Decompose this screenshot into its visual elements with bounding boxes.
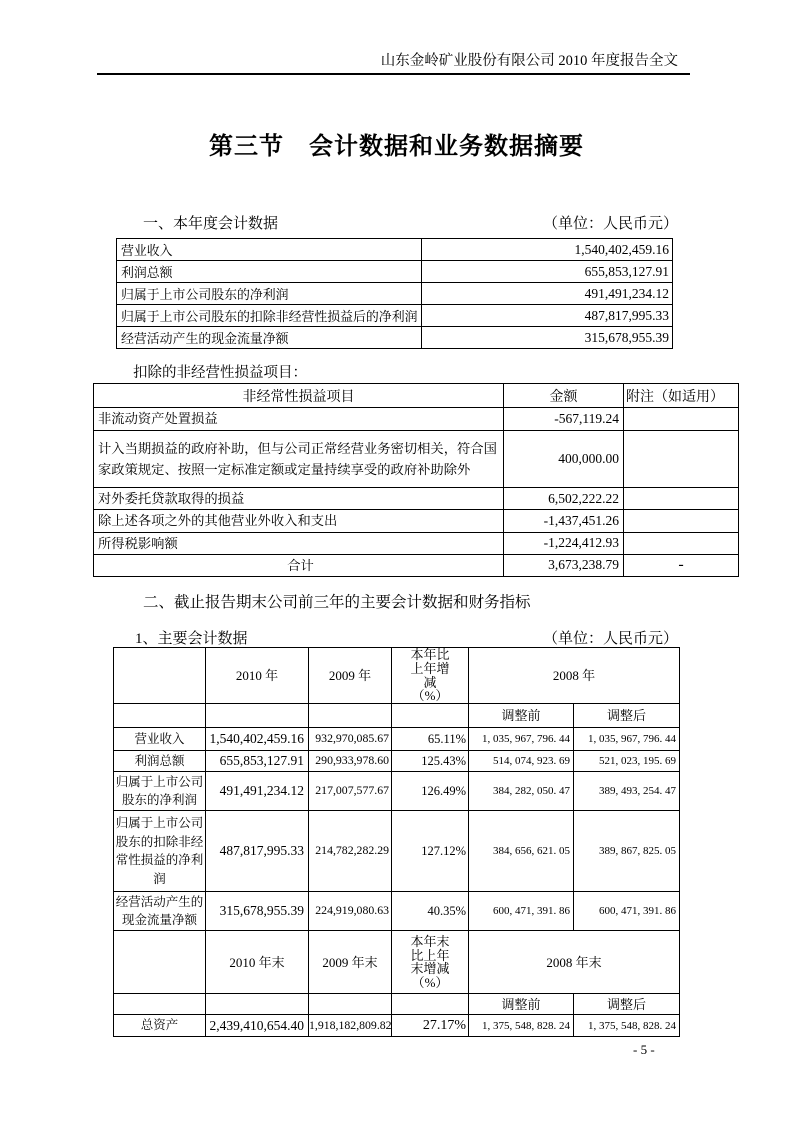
blank-cell: [206, 704, 309, 728]
row-label: 归属于上市公司股东的净利润: [114, 772, 206, 811]
total-note: -: [624, 554, 739, 576]
table-row: [117, 327, 673, 349]
value-2008-post: 1, 375, 548, 828. 24: [574, 1015, 680, 1037]
value-2010: 2,439,410,654.40: [206, 1015, 309, 1037]
table-header-row: [94, 384, 739, 408]
year-header-row: [114, 648, 680, 704]
col-header-pct-end: 本年末比上年末增减（%）: [392, 931, 469, 994]
value-pct: 127.12%: [392, 811, 469, 892]
item-note: [624, 532, 739, 554]
col-header-2008-end: 2008 年末: [469, 931, 680, 994]
row-label: 营业收入: [114, 728, 206, 751]
item-note: [624, 510, 739, 532]
page-title: 第三节 会计数据和业务数据摘要: [209, 133, 584, 160]
col-header-post-adjust: 调整后: [574, 994, 680, 1015]
item-amount: -1,224,412.93: [504, 532, 624, 554]
row-label: 营业收入: [117, 239, 422, 261]
item-note: [624, 431, 739, 488]
col-header-2010-end: 2010 年末: [206, 931, 309, 994]
col-header-2009: 2009 年: [309, 648, 392, 704]
item-amount: -567,119.24: [504, 408, 624, 431]
blank-cell: [206, 994, 309, 1015]
total-label: 合计: [94, 554, 504, 576]
value-2008-post: 600, 471, 391. 86: [574, 892, 680, 931]
yearend-header-row: [114, 931, 680, 994]
value-2010: 1,540,402,459.16: [206, 728, 309, 751]
value-2009: 217,007,577.67: [309, 772, 392, 811]
section2-subheading-line: [135, 627, 678, 648]
item-amount: -1,437,451.26: [504, 510, 624, 532]
col-header-note: 附注（如适用）: [624, 384, 739, 408]
value-pct: 40.35%: [392, 892, 469, 931]
col-header-post-adjust: 调整后: [574, 704, 680, 728]
annual-accounting-data-table: [116, 238, 673, 349]
value-pct: 126.49%: [392, 772, 469, 811]
table-row: [114, 728, 680, 751]
col-header-2009-end: 2009 年末: [309, 931, 392, 994]
table-row: [94, 408, 739, 431]
row-value: 491,491,234.12: [422, 283, 673, 305]
table-row: [94, 532, 739, 554]
value-pct: 27.17%: [392, 1015, 469, 1037]
section2-unit-label: （单位：人民币元）: [542, 631, 678, 647]
table-row: [117, 283, 673, 305]
value-2008-pre: 514, 074, 923. 69: [469, 751, 574, 772]
col-header-pct: 本年比上年增减（%）: [392, 648, 469, 704]
table-row: [94, 431, 739, 488]
row-label: 利润总额: [117, 261, 422, 283]
row-label: 归属于上市公司股东的扣除非经营性损益后的净利润: [117, 305, 422, 327]
header-rule: [97, 73, 690, 75]
nonrecurring-intro: 扣除的非经营性损益项目：: [133, 365, 307, 381]
row-label: 总资产: [114, 1015, 206, 1037]
item-note: [624, 408, 739, 431]
row-label: 归属于上市公司股东的扣除非经常性损益的净利润: [114, 811, 206, 892]
table-row: [114, 892, 680, 931]
table-row: [114, 751, 680, 772]
value-2008-post: 521, 023, 195. 69: [574, 751, 680, 772]
col-header-amount: 金额: [504, 384, 624, 408]
item-label: 对外委托贷款取得的损益: [94, 488, 504, 510]
blank-cell: [309, 704, 392, 728]
item-label: 所得税影响额: [94, 532, 504, 554]
table-row: [94, 510, 739, 532]
total-row: [94, 554, 739, 576]
col-header-item: 非经常性损益项目: [94, 384, 504, 408]
value-2008-post: 389, 867, 825. 05: [574, 811, 680, 892]
blank-cell: [114, 704, 206, 728]
table-row: [117, 305, 673, 327]
col-header-pre-adjust: 调整前: [469, 704, 574, 728]
table-row: [117, 239, 673, 261]
value-2009: 214,782,282.29: [309, 811, 392, 892]
blank-cell: [392, 994, 469, 1015]
table-row: [94, 488, 739, 510]
row-value: 1,540,402,459.16: [422, 239, 673, 261]
page-number: - 5 -: [633, 1042, 655, 1057]
item-note: [624, 488, 739, 510]
value-2008-pre: 600, 471, 391. 86: [469, 892, 574, 931]
section2-subheading: 1、主要会计数据: [135, 631, 248, 647]
table-row: [114, 1015, 680, 1037]
col-header-2008: 2008 年: [469, 648, 680, 704]
value-2010: 655,853,127.91: [206, 751, 309, 772]
table-row: [117, 261, 673, 283]
value-2008-post: 1, 035, 967, 796. 44: [574, 728, 680, 751]
table-row: [114, 772, 680, 811]
col-header-2010: 2010 年: [206, 648, 309, 704]
section1-heading: 一、本年度会计数据: [143, 216, 279, 232]
section1-unit-label: （单位：人民币元）: [542, 216, 678, 232]
value-2009: 290,933,978.60: [309, 751, 392, 772]
blank-cell: [114, 994, 206, 1015]
three-year-key-data-table: [113, 647, 680, 1037]
section2-heading: 二、截止报告期末公司前三年的主要会计数据和财务指标: [143, 594, 531, 611]
value-pct: 125.43%: [392, 751, 469, 772]
item-label: 计入当期损益的政府补助，但与公司正常经营业务密切相关，符合国家政策规定、按照一定标准定额或定量持续享受的政府补助除外: [94, 431, 504, 488]
value-2008-post: 389, 493, 254. 47: [574, 772, 680, 811]
row-label: 经营活动产生的现金流量净额: [117, 327, 422, 349]
adjust-header-row: [114, 704, 680, 728]
row-label: 利润总额: [114, 751, 206, 772]
item-amount: 400,000.00: [504, 431, 624, 488]
page-header-text: 山东金岭矿业股份有限公司 2010 年度报告全文: [380, 53, 678, 69]
value-2009: 932,970,085.67: [309, 728, 392, 751]
blank-cell: [114, 931, 206, 994]
value-2009: 1,918,182,809.82: [309, 1015, 392, 1037]
nonrecurring-items-table: [93, 383, 739, 577]
value-2010: 491,491,234.12: [206, 772, 309, 811]
item-label: 除上述各项之外的其他营业外收入和支出: [94, 510, 504, 532]
value-2008-pre: 384, 656, 621. 05: [469, 811, 574, 892]
row-label: 经营活动产生的现金流量净额: [114, 892, 206, 931]
item-amount: 6,502,222.22: [504, 488, 624, 510]
item-label: 非流动资产处置损益: [94, 408, 504, 431]
blank-cell: [392, 704, 469, 728]
col-header-pre-adjust: 调整前: [469, 994, 574, 1015]
total-amount: 3,673,238.79: [504, 554, 624, 576]
row-label: 归属于上市公司股东的净利润: [117, 283, 422, 305]
table-row: [114, 811, 680, 892]
value-2009: 224,919,080.63: [309, 892, 392, 931]
blank-cell: [114, 648, 206, 704]
row-value: 315,678,955.39: [422, 327, 673, 349]
value-2008-pre: 1, 035, 967, 796. 44: [469, 728, 574, 751]
row-value: 487,817,995.33: [422, 305, 673, 327]
row-value: 655,853,127.91: [422, 261, 673, 283]
value-pct: 65.11%: [392, 728, 469, 751]
section1-heading-line: [143, 212, 678, 233]
adjust-header-row: [114, 994, 680, 1015]
value-2008-pre: 1, 375, 548, 828. 24: [469, 1015, 574, 1037]
value-2010: 487,817,995.33: [206, 811, 309, 892]
value-2008-pre: 384, 282, 050. 47: [469, 772, 574, 811]
blank-cell: [309, 994, 392, 1015]
value-2010: 315,678,955.39: [206, 892, 309, 931]
